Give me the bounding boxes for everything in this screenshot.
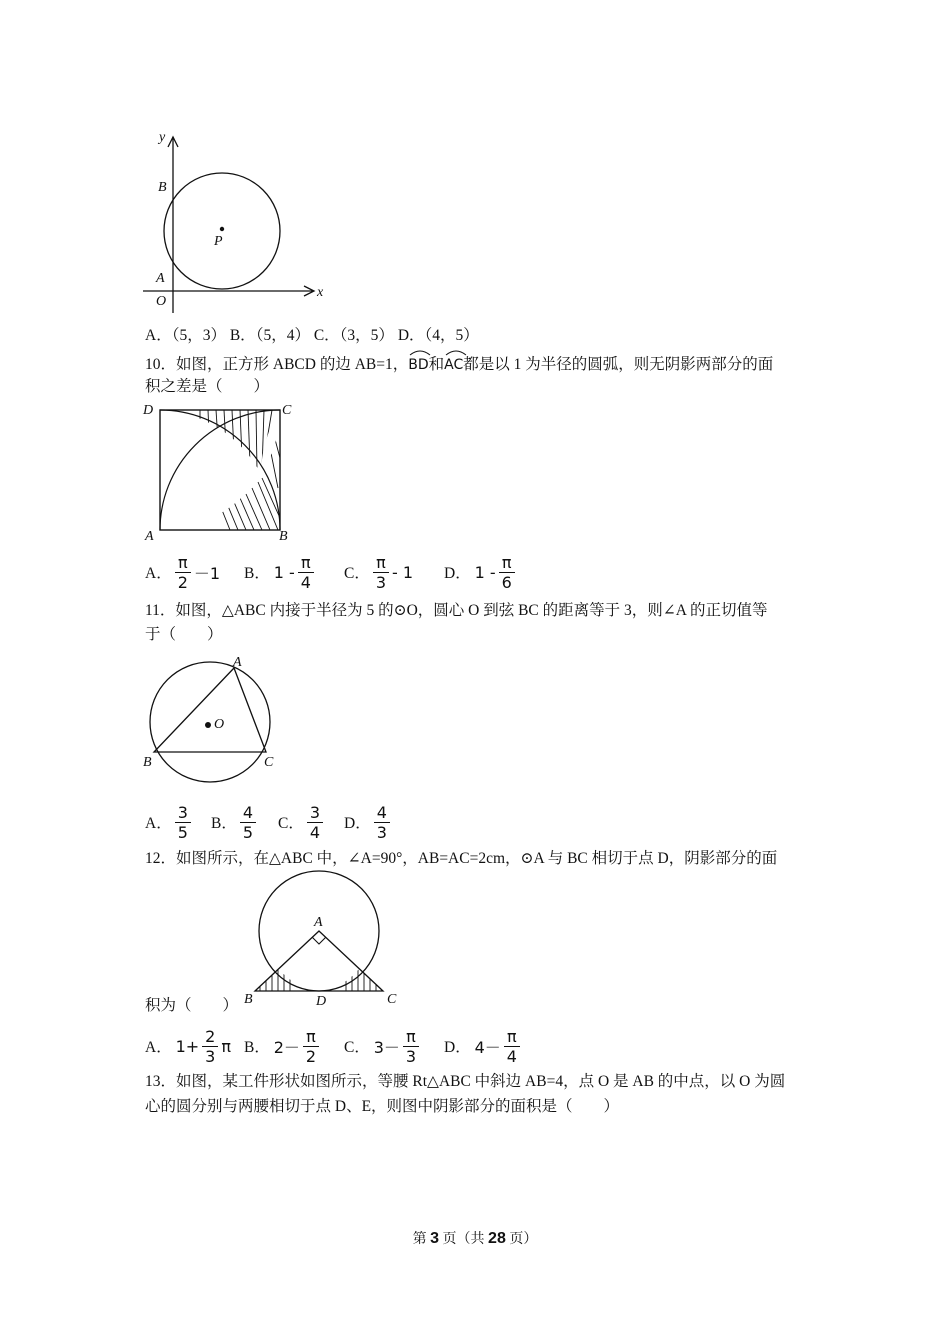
arc-bd: BD — [408, 352, 428, 375]
arc-ac-mark — [444, 348, 468, 356]
q12-stem-line1: 12．如图所示，在△ABC 中，∠A=90°，AB=AC=2cm，⊙A 与 BC 相切于点 D，阴影部分的面 — [145, 850, 778, 867]
total-pages: 28 — [488, 1230, 506, 1247]
page-number: 3 — [430, 1230, 440, 1247]
label-a: A — [233, 655, 242, 670]
q12-tangent-figure — [236, 865, 406, 1010]
q9-option-b[interactable]: B．（5，4） — [229, 327, 310, 344]
label-b: B — [279, 529, 288, 544]
label-d: D — [143, 403, 154, 418]
q11-option-a[interactable]: A． $\frac{3}{5}$ — [145, 800, 194, 844]
label-c: C — [387, 992, 397, 1007]
fraction: $\frac{\pi}{4}$ — [504, 1027, 520, 1066]
q10-hatch-bottom — [222, 428, 280, 530]
fraction: $\frac{\pi}{3}$ — [373, 553, 389, 592]
q9-option-a[interactable]: A．（5，3） — [145, 327, 226, 344]
fraction: $\frac{\pi}{3}$ — [403, 1027, 419, 1066]
fraction: $\frac{2}{3}$ — [202, 1027, 218, 1066]
label-p: P — [214, 234, 223, 249]
circle-o — [150, 662, 270, 782]
q10-option-b[interactable]: B． 1 - $\frac{\pi}{4}$ — [244, 550, 317, 594]
q12-option-c[interactable]: C． 3－ $\frac{\pi}{3}$ — [344, 1024, 422, 1068]
fraction: $\frac{3}{5}$ — [175, 803, 191, 842]
q9-coordinate-figure — [138, 125, 338, 320]
fraction: $\frac{4}{3}$ — [374, 803, 390, 842]
fraction: $\frac{\pi}{4}$ — [298, 553, 314, 592]
q11-stem-line2: 于（ ） — [145, 626, 223, 643]
q11-option-c[interactable]: C． $\frac{3}{4}$ — [278, 800, 326, 844]
q10-option-c[interactable]: C． $\frac{\pi}{3}$ - 1 — [344, 552, 414, 592]
q11-circle-figure — [140, 650, 290, 790]
q12-stem-line2: 积为（ ） — [145, 997, 239, 1014]
label-b: B — [143, 755, 152, 770]
center-point-o — [205, 722, 211, 728]
q9-option-d[interactable]: D．（4，5） — [397, 327, 479, 344]
q9-options — [145, 326, 479, 346]
label-y: y — [159, 130, 166, 145]
fraction: $\frac{\pi}{6}$ — [499, 553, 515, 592]
label-o: O — [214, 717, 225, 732]
label-a: A — [145, 529, 154, 544]
q10-square-figure — [140, 398, 300, 546]
label-a: A — [156, 271, 165, 286]
fraction: $\frac{\pi}{2}$ — [175, 553, 191, 592]
q10-option-a[interactable]: A． $\frac{\pi}{2}$ －1 — [145, 552, 221, 592]
arc-bd-mark — [408, 348, 432, 356]
q9-option-c[interactable]: C．（3，5） — [313, 327, 394, 344]
label-b: B — [244, 992, 253, 1007]
label-x: x — [317, 285, 324, 300]
label-c: C — [264, 755, 274, 770]
q12-option-a[interactable]: A． 1+ $\frac{2}{3}$ π — [145, 1026, 231, 1066]
label-d: D — [316, 994, 327, 1009]
triangle-abc — [154, 668, 266, 752]
arc-ac: AC — [444, 352, 463, 375]
label-b: B — [158, 180, 167, 195]
fraction: $\frac{4}{5}$ — [240, 803, 256, 842]
q11-stem-line1: 11．如图，△ABC 内接于半径为 5 的⊙O，圆心 O 到弦 BC 的距离等于 3，则∠A 的正切值等 — [145, 602, 768, 619]
fraction: $\frac{3}{4}$ — [307, 803, 323, 842]
q13-stem-line1: 13．如图，某工件形状如图所示，等腰 Rt△ABC 中斜边 AB=4，点 O 是 AB 的中点，以 O 为圆 — [145, 1073, 786, 1090]
q10-stem-line2: 积之差是（ ） — [145, 378, 270, 395]
q12-option-d[interactable]: D． 4－ $\frac{\pi}{4}$ — [444, 1024, 523, 1068]
q13-stem-line2: 心的圆分别与两腰相切于点 D、E，则图中阴影部分的面积是（ ） — [145, 1098, 620, 1115]
right-angle-mark — [312, 937, 326, 944]
label-c: C — [282, 403, 292, 418]
center-point-p — [220, 227, 224, 231]
label-a: A — [314, 915, 323, 930]
q12-option-b[interactable]: B． 2－ $\frac{\pi}{2}$ — [244, 1024, 322, 1068]
q10-option-d[interactable]: D． 1 - $\frac{\pi}{6}$ — [444, 550, 518, 594]
q10-stem-line1: 10．如图，正方形 ABCD 的边 AB=1， BD和 AC都是以 1 为半径的圆弧，则无阴影两部分的面 — [145, 352, 773, 375]
page-footer: 第 3 页（共 28 页） — [412, 1230, 538, 1247]
q11-option-d[interactable]: D． $\frac{4}{3}$ — [344, 800, 393, 844]
label-o: O — [156, 294, 167, 309]
fraction: $\frac{\pi}{2}$ — [303, 1027, 319, 1066]
q11-option-b[interactable]: B． $\frac{4}{5}$ — [211, 800, 259, 844]
